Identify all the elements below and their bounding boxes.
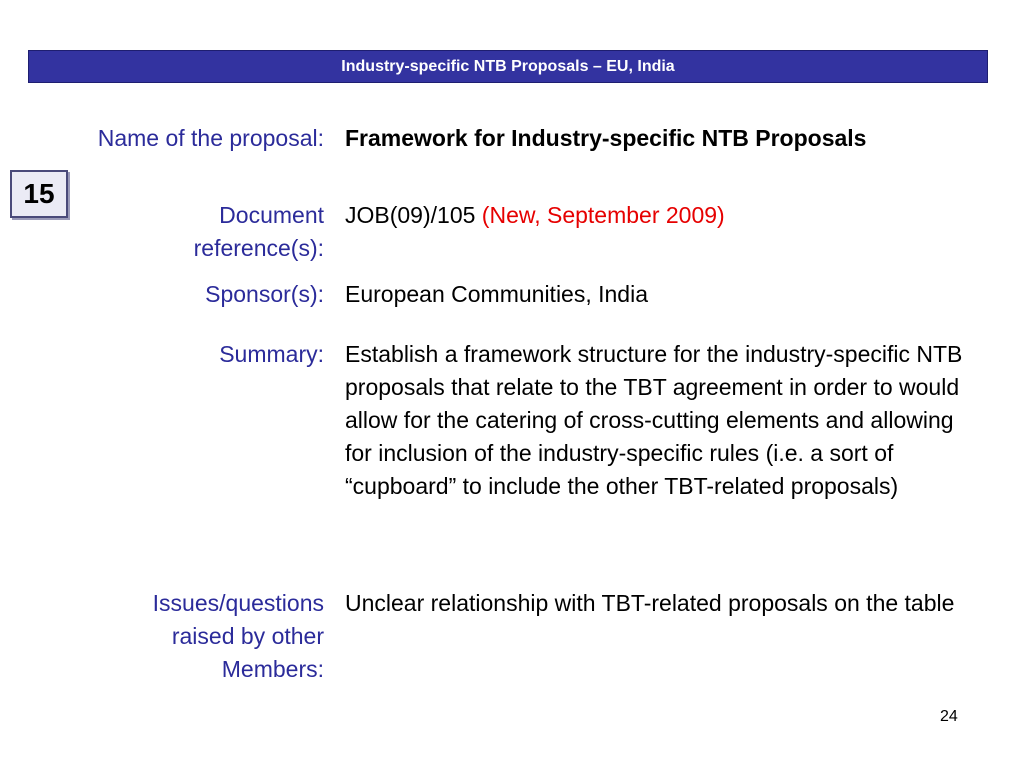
slide-header-bar (28, 50, 988, 83)
summary-value: Establish a framework structure for the industry-specific NTB proposals that relate to the TBT agreement in order to would allow for the catering of cross-cutting elements and allowing for inclusion of the industry-specific rules (i.e. a sort of “cupboard” to include the other TBT-related proposals) (345, 341, 963, 499)
issues-value: Unclear relationship with TBT-related proposals on the table (345, 590, 955, 616)
slide-title: Industry-specific NTB Proposals – EU, India (341, 57, 675, 75)
summary-label: Summary: (219, 341, 324, 367)
proposal-name-label: Name of the proposal: (97, 125, 324, 151)
document-reference-label: Document reference(s): (193, 202, 324, 261)
proposal-name-value: Framework for Industry-specific NTB Proposals (345, 125, 867, 151)
issues-label: Issues/questions raised by other Members: (152, 590, 324, 682)
page-number: 24 (940, 708, 958, 725)
document-reference-code: JOB(09)/105 (345, 202, 476, 228)
document-reference-note: (New, September 2009) (481, 202, 725, 228)
sponsor-label: Sponsor(s): (205, 281, 324, 307)
sponsor-value: European Communities, India (345, 281, 648, 307)
document-reference-value (345, 199, 985, 232)
proposal-number-badge: 15 (10, 170, 68, 218)
